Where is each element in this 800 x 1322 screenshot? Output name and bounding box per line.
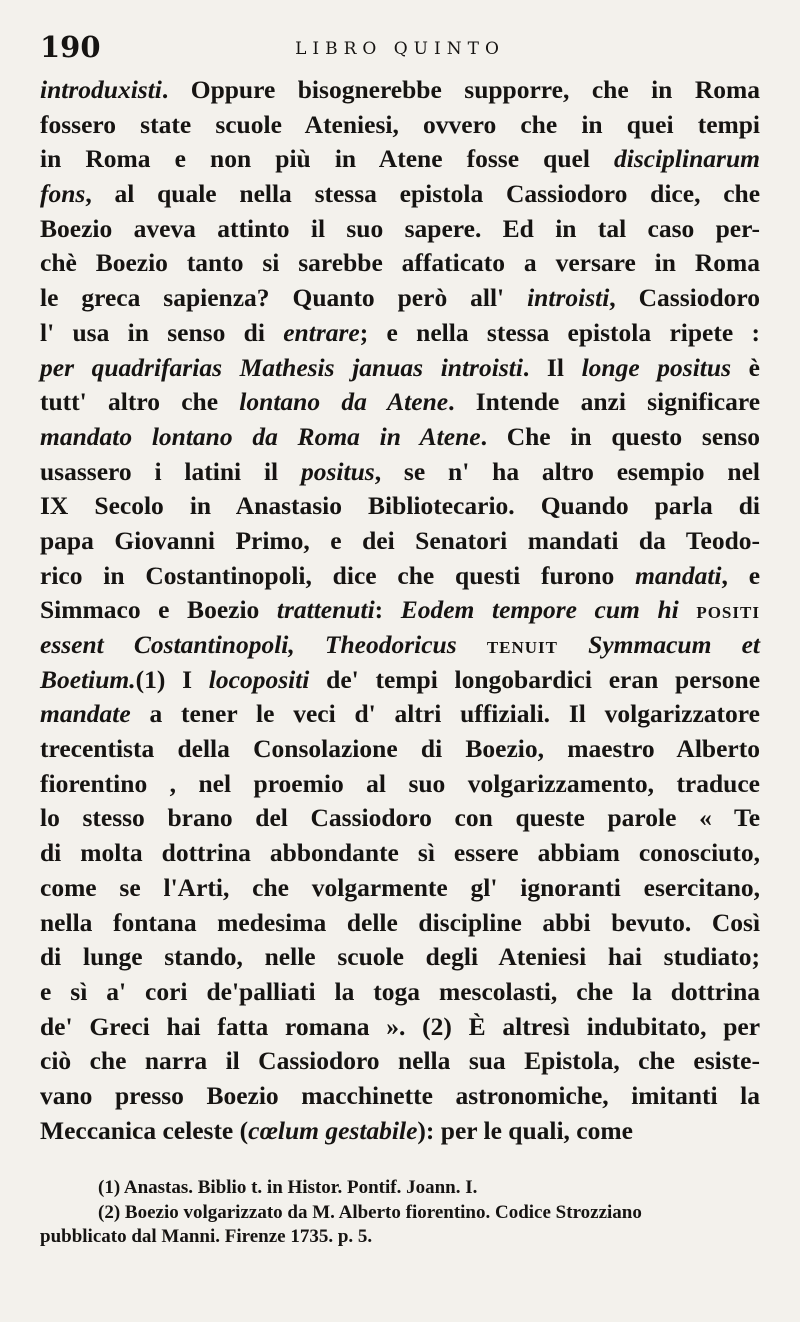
- text-run: e sì a' cori de'palliati la toga mescolasti, che la dottrina: [40, 976, 761, 1006]
- italic-run: introduxisti: [40, 75, 162, 104]
- text-run: , e: [721, 560, 761, 590]
- italic-run: mandato lontano da Roma in Atene: [40, 421, 481, 451]
- text-line: [40, 1044, 760, 1079]
- text-line: [40, 836, 760, 871]
- page-header: [40, 30, 760, 70]
- text-run: trecentista della Consolazione di Boezio, maestro Alberto: [40, 734, 760, 764]
- text-line: [40, 246, 760, 281]
- text-run: IX Secolo in Anastasio Bibliotecario. Quando parla di: [40, 491, 761, 521]
- text-run: Boezio aveva attinto il suo sapere. Ed in tal caso per-: [40, 213, 760, 243]
- footnote-2-continuation: pubblicato dal Manni. Firenze 1735. p. 5.: [40, 1226, 373, 1247]
- text-run: de' tempi longobardici eran persone: [309, 664, 761, 694]
- italic-run: positus: [300, 456, 375, 486]
- italic-run: trattenuti: [276, 595, 375, 625]
- text-line: [40, 767, 760, 802]
- italic-run: Symmacum et: [588, 630, 760, 659]
- text-run: [558, 630, 588, 659]
- text-line: [40, 697, 760, 732]
- text-line: [40, 177, 760, 212]
- text-run: , Cassiodoro: [609, 283, 761, 313]
- italic-run: fons: [40, 179, 86, 209]
- text-run: nella fontana medesima delle discipline abbi bevuto. Così: [40, 907, 761, 937]
- text-line: [40, 559, 760, 594]
- text-run: . Il: [522, 352, 582, 382]
- text-line: [40, 524, 760, 559]
- text-line: [40, 316, 760, 351]
- text-run: l' usa in senso di: [40, 317, 284, 347]
- text-run: ciò che narra il Cassiodoro nella sua Epistola, che esiste-: [40, 1046, 760, 1076]
- text-line: [40, 732, 760, 767]
- text-line: [40, 940, 760, 975]
- footnotes: [40, 1176, 760, 1250]
- text-line: [40, 420, 760, 455]
- text-line: [40, 906, 760, 941]
- text-line: [40, 108, 760, 143]
- text-run: di lunge stando, nelle scuole degli Ateniesi hai studiato;: [40, 942, 760, 972]
- text-line: [40, 212, 760, 247]
- page-number: 190: [40, 30, 101, 64]
- footnote-1: (1) Anastas. Biblio t. in Histor. Pontif. Joann. I.: [98, 1177, 478, 1198]
- text-line: [40, 1010, 760, 1045]
- text-run: . Che in questo senso: [480, 421, 760, 451]
- text-line: [40, 628, 760, 663]
- italic-run: disciplinarum: [614, 144, 760, 174]
- text-run: rico in Costantinopoli, dice che questi furono: [40, 560, 636, 590]
- italic-run: entrare: [283, 317, 360, 347]
- text-run: fiorentino , nel proemio al suo volgarizzamento, traduce: [40, 768, 761, 798]
- small-caps-run: TENUIT: [486, 638, 559, 657]
- text-run: le greca sapienza? Quanto però all': [40, 283, 528, 313]
- text-run: [679, 595, 697, 624]
- text-run: :: [374, 595, 401, 625]
- body-text: [40, 73, 760, 1148]
- text-run: fossero state scuole Ateniesi, ovvero che in quei tempi: [40, 109, 761, 139]
- text-run: chè Boezio tanto si sarebbe affaticato a versare in Roma: [40, 248, 760, 278]
- text-run: [457, 630, 487, 659]
- text-run: come se l'Arti, che volgarmente gl' ignoranti esercitano,: [40, 872, 761, 902]
- small-caps-run: POSITI: [696, 603, 760, 623]
- text-line: [40, 455, 760, 490]
- italic-run: essent Costantinopoli, Theodoricus: [40, 630, 457, 659]
- text-line: [40, 351, 760, 386]
- text-run: ): per le quali, come: [417, 1115, 633, 1145]
- text-run: , al quale nella stessa epistola Cassiodoro dice, che: [85, 179, 761, 209]
- text-run: vano presso Boezio macchinette astronomiche, imitanti la: [40, 1080, 760, 1110]
- text-line: [40, 975, 760, 1010]
- text-run: . Intende anzi significare: [448, 387, 761, 417]
- text-run: tutt' altro che: [40, 387, 240, 417]
- text-run: usassero i latini il: [40, 456, 301, 486]
- text-line: [40, 281, 760, 316]
- italic-run: introisti: [527, 283, 610, 313]
- text-line: [40, 593, 760, 628]
- text-line: [40, 871, 760, 906]
- text-run: di molta dottrina abbondante sì essere abbiam conosciuto,: [40, 838, 760, 868]
- text-line: [40, 489, 760, 524]
- italic-run: locopositi: [208, 664, 310, 694]
- italic-run: lontano da Atene: [239, 387, 449, 417]
- italic-run: per quadrifarias Mathesis januas introisti: [40, 352, 523, 382]
- text-run: è: [731, 352, 760, 382]
- running-title: LIBRO QUINTO: [295, 39, 505, 59]
- footnote-2: (2) Boezio volgarizzato da M. Alberto fiorentino. Codice Strozziano: [98, 1201, 642, 1223]
- text-run: a tener le veci d' altri uffiziali. Il volgarizzatore: [130, 699, 760, 729]
- text-run: de' Greci hai fatta romana ». (2) È altresì indubitato, per: [40, 1011, 761, 1041]
- italic-run: longe positus: [581, 352, 731, 382]
- text-run: , se n' ha altro esempio nel: [374, 456, 760, 486]
- text-run: in Roma e non più in Atene fosse quel: [40, 144, 615, 174]
- text-run: Simmaco e Boezio: [40, 595, 277, 625]
- italic-run: mandate: [40, 699, 131, 729]
- italic-run: Boetium.: [40, 664, 136, 694]
- text-line: [40, 663, 760, 698]
- italic-run: mandati: [635, 560, 722, 590]
- text-run: lo stesso brano del Cassiodoro con queste parole « Te: [40, 803, 761, 833]
- text-line: [40, 73, 760, 108]
- italic-run: cœlum gestabile: [248, 1115, 418, 1145]
- italic-run: Eodem tempore cum hi: [400, 595, 679, 625]
- text-line: [40, 1079, 760, 1114]
- text-line: [40, 1114, 760, 1149]
- text-line: [40, 801, 760, 836]
- text-run: ; e nella stessa epistola ripete :: [359, 317, 760, 347]
- text-run: (1) I: [135, 664, 209, 694]
- text-run: . Oppure bisognerebbe supporre, che in Roma: [161, 75, 760, 104]
- text-run: Meccanica celeste (: [40, 1115, 249, 1145]
- text-line: [40, 142, 760, 177]
- text-run: papa Giovanni Primo, e dei Senatori mandati da Teodo-: [40, 525, 760, 555]
- text-line: [40, 385, 760, 420]
